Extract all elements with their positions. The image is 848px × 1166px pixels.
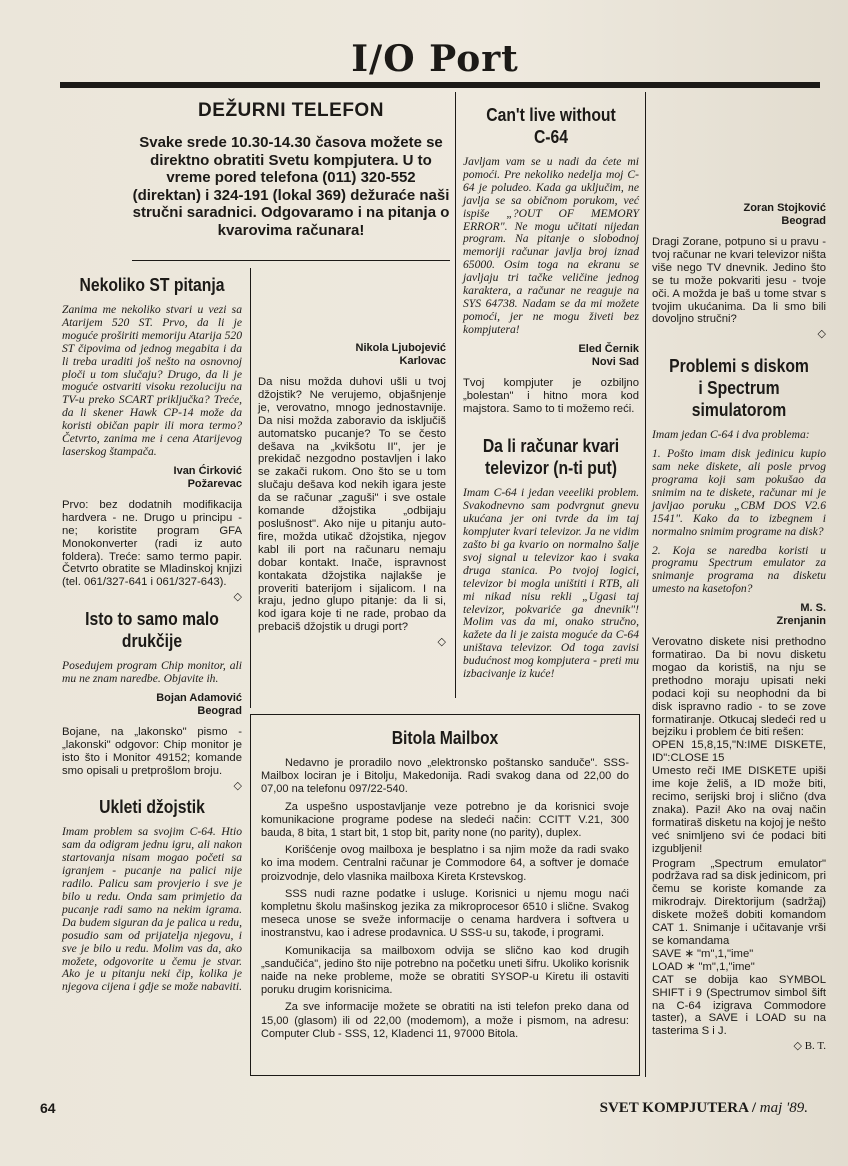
end-mark: ◇: [437, 636, 446, 649]
page-number: 64: [40, 1100, 56, 1116]
article-title: Da li računar kvari televizor (n-ti put): [482, 435, 620, 479]
magazine-name: SVET KOMPJUTERA: [599, 1100, 749, 1116]
article-title: Isto to samo malo drukčije: [85, 608, 219, 652]
dezurni-telefon-title: DEŽURNI TELEFON: [198, 100, 384, 121]
bitola-mailbox-box: [250, 714, 640, 1076]
mailbox-paragraph: Za sve informacije možete se obratiti na isti telefon preko dana od 15,00 (glasom) ili od 22,00 (modemom), a može i pismom, na adresu: Computer Club - SSS, 12, Kladenci 11, 97000 Bitola.: [261, 1001, 629, 1040]
dezurni-telefon-text: Svake srede 10.30-14.30 časova možete se direktno obratiti Svetu kompjutera. U to vreme pored telefona (011) 320-552 (direktan) i 324-191 (lokal 369) dežuraće naši stručni saradnici. Odgovaramo i na pitanja o kvarovima računara!: [132, 134, 450, 239]
end-mark: ◇: [233, 779, 242, 792]
reply-text: Da nisu možda duhovi ušli u tvoj džojstik? Ne verujemo, objašnjenje je, verovatno, mnogo jednostavnije. Da nisi možda zaboravio da isključiš automatsko pucanje? To se često dešava na „kvikšotu II", jer je prekidač nezgodno postavljen i lako se zakači rukom. Ono što se u tom slučaju dešava kod nekih igara jeste da se računar „zaguši" i sve ostale komande džojstika „odbijaju poslušnost". Ako nije u pitanju auto-fire, možda utikač džojstika, njegov kabl ili port na računaru nemaju dobar kontakt. Inače, ispravnost kontakata džojstika najlakše je proveriti baterijom i sijalicom. I na kraju, jedno glupo pitanje: da li si, kod igara koje ti ne rade, probao da prebaciš džojstik u drugi port?: [258, 376, 446, 634]
code-line: SAVE ∗ "m",1,"ime": [652, 947, 754, 960]
reply-text: Tvoj kompjuter je ozbiljno „bolestan" i hitno mora kod majstora. Samo to ti možemo reći.: [463, 376, 639, 415]
reply-text: Verovatno diskete nisi prethodno formatirao. Da bi novu disketu mogao da koristiš, na nju se prethodno moraju upisati neki podaci koji su neophodni da bi disk ispravno radio - to se zove formatiranje. Otkucaj sledeći red u bejziku i problem će biti rešen:: [652, 636, 826, 739]
section-title: I/O Port: [351, 38, 519, 80]
letter-text: Imam C-64 i jedan veeeliki problem. Svakodnevno sam podvrgnut gnevu ukućana jer oni tvrde da im taj kompjuter kvari televizor. Ja ne vidim zašto bi ga kvario on normalno šalje svoj signal u televizor kao i svaka druga stanica. Po tvojoj logici, televizor bi mogla uništiti i RTB, ali mi nikad nisu rekli „Ugasi taj televizor, pokvariće ga dnevnik"! Molim vas da mi, onako stručno, kažete da li je zaista moguće da C-64 uništava televizor. Od toga zavisi budućnost mog kompjutera - preti mu izbacivanje iz kuće!: [463, 486, 639, 681]
letter-text: Imam jedan C-64 i dva problema:: [652, 428, 810, 442]
column-rule: [455, 92, 456, 698]
letter-signature-place: Požarevac: [187, 477, 242, 490]
code-line: OPEN 15,8,15,"N:IME DISKETE, ID":CLOSE 15: [652, 739, 826, 765]
letter-signature-name: M. S.: [800, 602, 826, 615]
mailbox-paragraph: Za uspešno uspostavljanje veze potrebno je da korisnici svoje komunikacione programe podese na sledeći način: CCITT V.21, 300 bauda, 8 bita, 1 start bit, 1 stop bit, parity none (no parity), duplex.: [261, 800, 629, 840]
letter-signature-name: Eled Černik: [578, 342, 639, 355]
column-rule: [645, 92, 646, 1077]
letter-text: Posedujem program Chip monitor, ali mu ne znam naredbe. Objavite ih.: [62, 659, 242, 686]
reply-text: Dragi Zorane, potpuno si u pravu - tvoj računar ne kvari televizor ništa više nego TV dnevnik. Jedino što se tu može pokvariti jesu - tvoje oči. A možda je baš u tome stvar s tvojim ukućanima. Da li smo bili dovoljno stručni?: [652, 236, 826, 326]
code-line: LOAD ∗ "m",1,"ime": [652, 960, 755, 973]
letter-text: 2. Koja se naredba koristi u programu Spectrum emulator za snimanje programa na disketu umesto na kasetofon?: [652, 543, 826, 596]
column-4: [652, 98, 826, 1057]
reply-text: Umesto reči IME DISKETE upiši ime koje želiš, a ID može biti, recimo, serijski broj i slično (dva znaka). Pazi! Ako na ovaj način formatiraš disketu na kojoj je nešto već snimljeno svi će podaci biti izgubljeni!: [652, 765, 826, 855]
article-title: Nekoliko ST pitanja: [79, 274, 225, 295]
letter-text: Zanima me nekoliko stvari u vezi sa Atarijem 520 ST. Prvo, da li je moguće proširiti memoriju Atarija 520 ST čipovima od jednog megabita i da li treba uraditi još nešto na osnovnoj ploči u tom slučaju? Drugo, da li je moguće ostvariti visoku rezoluciju na TV-u preko SCART priključka? Treće, da li skener Hawk CP-14 može da koristi običan papir ili mora termo? Četvrto, zanima me i cena Atarijevog laserskog štampača.: [62, 303, 242, 458]
letter-signature-place: Karlovac: [399, 355, 446, 367]
letter-signature-place: Novi Sad: [591, 355, 639, 368]
reply-text: CAT se dobija kao SYMBOL SHIFT i 9 (Spectrumov simbol šift na C-64 izigrava Commodore taster), a SAVE i LOAD su na tasterima S i J.: [652, 973, 826, 1038]
magazine-footer: SVET KOMPJUTERA / maj '89.: [599, 1100, 808, 1116]
mailbox-paragraph: SSS nudi razne podatke i usluge. Korisnici u njemu mogu naći kompletnu školu mašinskog jezika za mikroprocesor 6510 i slične. Svakog meseca unose se sveže informacije o cenama hardvera i softvera u inostranstvu, kao i adrese prodavnica. U SSS-u su, takođe, i programi.: [261, 887, 629, 940]
end-mark: ◇: [817, 328, 826, 341]
column-2: [258, 270, 446, 653]
column-1: [62, 268, 242, 1000]
mailbox-title: Bitola Mailbox: [391, 727, 499, 748]
letter-text: Javljam vam se u nadi da ćete mi pomoći. Pre nekoliko nedelja moj C-64 je poludeo. Kada ga uključim, ne javlja se sa običnom porukom, već ispiše „?OUT OF MEMORY ERROR". Ne mogu učitati nijedan program. Na pitanje o slobodnoj memoriji računar javlja broj iznad 65000. Osim toga na ekranu se javljaju tri tačke veličine jednog karaktera, a računar ne reaguje na SYS 64738. Nadam se da mi možete pomoći, jer ne mogu živeti bez kompjutera!: [463, 155, 639, 336]
letter-text: 1. Pošto imam disk jedinicu kupio sam neke diskete, ali posle prvog programa koji sam pokušao da snimim na te diskete, računar mi je javljao poruku „CBM DOS V2.6 1541". Kako da to izbegnem i normalno snimim programe na disk?: [652, 447, 826, 538]
mailbox-paragraph: Korišćenje ovog mailboxa je besplatno i sa njim može da radi svako ko ima modem. Centralni računar je Commodore 64, a softver je domaće proizvodnje, delo vlasnika mailboxa Kireta Krstevskog.: [261, 844, 629, 883]
issue-date: maj '89.: [759, 1100, 808, 1116]
reply-text: Program „Spectrum emulator" podržava rad sa disk jedinicom, pri čemu se koriste komande za mikrodrajv. Direktorijum (sadržaj) diskete možeš dobiti komandom CAT 1. Snimanje i učitavanje vrši se komandama: [652, 857, 826, 947]
letter-signature-name: Zoran Stojković: [743, 202, 826, 214]
mailbox-paragraph: Komunikacija sa mailboxom odvija se slično kao kod drugih „sandučića", jedino što nije potrebno na početku uneti šifru. Ukoliko korisnik naiđe na neke probleme, može se obratiti SYSOP-u Kiretu ili ostaviti poruku drugim korisnicima.: [261, 944, 629, 997]
end-mark: ◇ B. T.: [793, 1040, 826, 1053]
letter-signature-name: Ivan Ćirković: [173, 464, 242, 477]
end-mark: ◇: [233, 591, 242, 604]
letter-signature-name: Bojan Adamović: [156, 691, 242, 704]
dezurni-telefon-box: [132, 92, 450, 261]
letter-signature-place: Beograd: [781, 215, 826, 227]
column-3: [463, 98, 639, 687]
mailbox-body: [261, 757, 629, 1041]
article-title: Ukleti džojstik: [99, 796, 205, 818]
reply-text: Prvo: bez dodatnih modifikacija hardvera - ne. Drugo u principu - ne; koristite program GFA Monokonverter (radi iz auto foldera). Treće: samo termo papir. Četvrto obratite se Mladinskoj knjizi (tel. 061/327-641 i 061/327-643).: [62, 498, 242, 589]
article-title: Can't live without C-64: [486, 104, 616, 147]
header-rule: [60, 82, 820, 88]
reply-text: Bojane, na „lakonsko" pismo - „lakonski" odgovor: Chip monitor je isto što i Monitor 49152; komande smo opisali u pretprošlom broju.: [62, 725, 242, 777]
letter-signature-place: Zrenjanin: [776, 615, 826, 628]
article-title: Problemi s diskom i Spectrum simulatorom: [669, 355, 809, 421]
letter-signature-place: Beograd: [197, 704, 242, 717]
column-rule: [250, 268, 251, 708]
letter-text: Imam problem sa svojim C-64. Htio sam da odigram jednu igru, ali nakon startovanja nisam mogao početi sa igranjem - pucanje na palici nije radilo. Palicu sam provjerio i sve je bilo u redu. Onda sam primjetio da pucanje radi samo na nekim igrama. Da budem siguran da je palica u redu, posudio sam od prijatelja njegovu, i sve je bilo u redu. Molim vas da, ako možete, odgovorite u čemu je stvar. Ako je u pitanju neki čip, kolika je njegova cijena i gdje se može nabaviti.: [62, 825, 242, 994]
letter-signature-name: Nikola Ljubojević: [355, 342, 446, 354]
mailbox-paragraph: Nedavno je proradilo novo „elektronsko poštansko sanduče". SSS-Mailbox lociran je i Bitolju, Makedonija. Radi svakog dana od 22,00 do 07,00 na telefonu 097/22-540.: [261, 757, 629, 796]
